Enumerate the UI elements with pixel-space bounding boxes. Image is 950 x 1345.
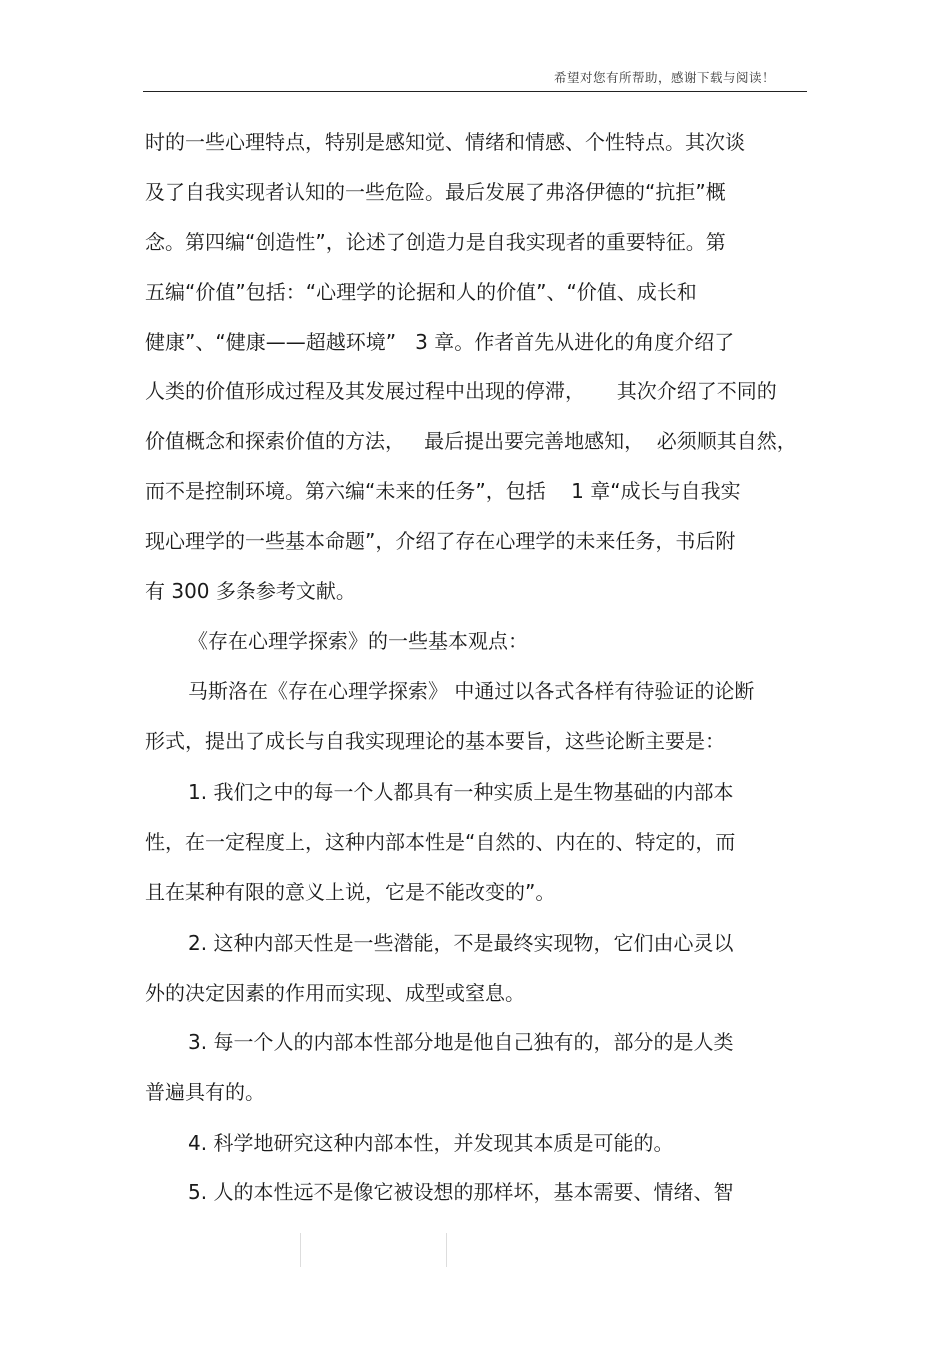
- text-line: 价值概念和探索价值的方法， 最后提出要完善地感知， 必须顺其自然，: [145, 429, 797, 453]
- text-line: 现心理学的一些基本命题”，介绍了存在心理学的未来任务，书后附: [145, 529, 736, 553]
- text-line: 而不是控制环境。第六编“未来的任务”，包括 1 章“成长与自我实: [145, 479, 741, 503]
- list-item: 5. 人的本性远不是像它被设想的那样坏，基本需要、情绪、智: [188, 1180, 734, 1204]
- text-line: 念。第四编“创造性”，论述了创造力是自我实现者的重要特征。第: [145, 230, 726, 254]
- text-line: 性，在一定程度上，这种内部本性是“自然的、内在的、特定的，而: [145, 830, 736, 854]
- list-item: 1. 我们之中的每一个人都具有一种实质上是生物基础的内部本: [188, 780, 734, 804]
- text-line: 且在某种有限的意义上说，它是不能改变的”。: [145, 880, 556, 904]
- page-header-text: 希望对您有所帮助，感谢下载与阅读！: [553, 70, 775, 85]
- text-line: 时的一些心理特点，特别是感知觉、情绪和情感、个性特点。其次谈: [145, 130, 745, 154]
- text-line: 及了自我实现者认知的一些危险。最后发展了弗洛伊德的“抗拒”概: [145, 180, 726, 204]
- text-line: 人类的价值形成过程及其发展过程中出现的停滞， 其次介绍了不同的: [145, 379, 777, 403]
- text-line: 形式，提出了成长与自我实现理论的基本要旨，这些论断主要是：: [145, 729, 725, 753]
- text-line: 马斯洛在《存在心理学探索》 中通过以各式各样有待验证的论断: [188, 679, 755, 703]
- list-item: 3. 每一个人的内部本性部分地是他自己独有的，部分的是人类: [188, 1030, 734, 1054]
- footer-divider-right: [446, 1233, 447, 1267]
- text-line: 健康”、“健康——超越环境” 3 章。作者首先从进化的角度介绍了: [145, 330, 735, 354]
- text-line: 五编“价值”包括：“心理学的论据和人的价值”、“价值、成长和: [145, 280, 697, 304]
- list-item: 4. 科学地研究这种内部本性，并发现其本质是可能的。: [188, 1131, 674, 1155]
- list-item: 2. 这种内部天性是一些潜能，不是最终实现物，它们由心灵以: [188, 931, 734, 955]
- footer-divider-left: [300, 1233, 301, 1267]
- header-rule: [143, 91, 807, 92]
- text-line: 外的决定因素的作用而实现、成型或窒息。: [145, 981, 525, 1005]
- text-line: 普遍具有的。: [145, 1080, 265, 1104]
- text-line: 有 300 多条参考文献。: [145, 579, 356, 603]
- section-heading: 《存在心理学探索》的一些基本观点：: [188, 629, 528, 653]
